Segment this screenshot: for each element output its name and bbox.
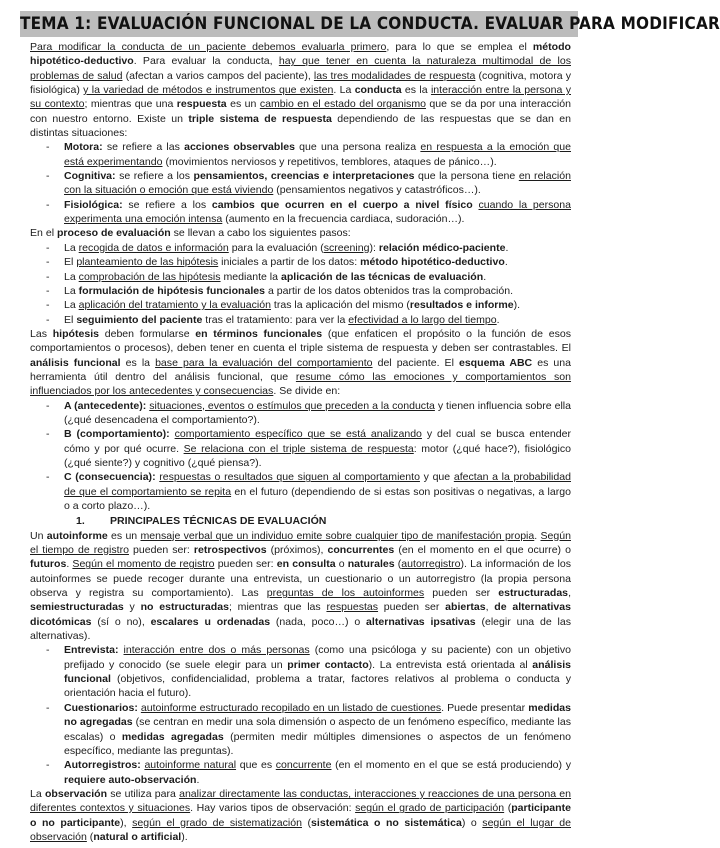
hyp-text: del paciente. El [372,356,459,369]
sr-text: no estructuradas [140,601,229,614]
step-text: . [496,313,500,326]
item-label: C (consecuencia): [64,471,156,484]
sr-text: . [66,558,73,571]
sr-text: de alternativas dicotómicas [30,601,571,628]
step-text: . [504,256,508,269]
process-step [30,298,571,312]
hyp-text: esquema ABC [458,356,533,369]
abc-item-behavior [30,427,571,470]
sr-text: es un [107,529,141,542]
step-text: método hipotético-deductivo [360,256,505,269]
obs-text: La [30,787,45,800]
hyp-text: base para la evaluación del comportamiento [155,356,373,369]
process-step [30,284,571,298]
title-banner [20,11,720,37]
sr-text: ). La información de los autoinformes se puede recoger durante una entrevista, un cuestionario o un autorregistro (la propia persona observa y registra su comportamiento). Las [30,558,571,600]
sr-text: semiestructuradas [30,601,124,614]
sr-text: concurrentes [327,544,395,557]
step-text: El [64,313,77,326]
intro-text: triple sistema de respuesta [188,112,332,125]
sr-text: autoinforme [46,529,108,542]
item-label: Autorregistros: [64,759,141,772]
sr-text: pueden ser [424,587,499,600]
item-text: acciones observables [184,141,295,154]
response-item-cognitiva [30,169,571,198]
item-label: A (antecedente): [64,399,147,412]
step-text: a partir de los datos obtenidos tras la comprobación. [265,284,514,297]
item-text: (como una psicóloga y su paciente) con un objetivo prefijado y conocido (se suele elegir para un [64,644,571,671]
obs-text: según el lugar de observación [30,816,571,843]
step-text: resultados e informe [409,299,514,312]
obs-text: participante o no participante [30,802,571,829]
sr-text: alternativas ipsativas [366,615,476,628]
item-text: (aumento en la frecuencia cardiaca, sudoración…). [222,213,465,226]
item-text: afectan a la probabilidad de que el comportamiento se repita [64,471,571,498]
hyp-text: es la [120,356,156,369]
obs-text: analizar directamente las conductas, interacciones y reacciones de una persona en diferentes contextos y situaciones [30,787,572,815]
intro-text: conducta [354,84,402,97]
sr-text: y [123,601,141,614]
item-text: se refiere a los [122,198,212,211]
item-text: se refiere a las [102,141,185,154]
hyp-text: análisis funcional [30,356,121,369]
sr-text: , [568,587,571,600]
item-text: que es [236,759,276,772]
item-text: medidas no agregadas [64,701,571,729]
sr-text: estructuradas [498,587,569,600]
intro-text: cambio en el estado del organismo [259,98,426,111]
section-number: 1. [76,515,85,528]
abc-list [30,399,571,514]
step-text: mediante la [220,270,281,283]
intro-text: , para lo que se emplea el [386,41,533,53]
item-text: concurrente [275,759,332,772]
obs-text: natural o artificial [93,830,182,843]
hyp-text: es una herramienta útil dentro del análisis funcional, que [30,356,571,383]
sr-text: (próximos), [266,544,328,557]
step-text: efectividad a lo largo del tiempo [348,313,497,326]
step-text: relación médico-paciente [378,241,506,254]
intro-text: interacción entre la persona y su contexto [30,84,571,111]
item-text: Se relaciona con el triple sistema de respuesta [183,442,414,455]
sr-text: retrospectivos [193,544,267,557]
item-text: en respuesta a la emoción que está experimentando [64,141,571,168]
item-text: y del cual se busca entender cómo y por qué ocurre. [64,428,571,455]
techniques-list [30,643,571,786]
obs-text: sistemática o no sistemática [311,816,462,829]
intro-text: es la [401,84,431,97]
technique-item-cuestionarios [30,701,571,758]
item-text: (movimientos nerviosos y repetitivos, temblores, ataques de pánico…). [162,155,497,168]
intro-paragraph [30,40,571,140]
process-step [30,241,571,255]
obs-text: observación [44,787,108,800]
sr-text: (sí o no), [91,615,151,628]
sr-text: pueden ser: [128,544,194,557]
intro-text: ; mientras que una [84,98,177,111]
item-text: y tienen influencia sobre ella (¿qué desencadena el comportamiento?). [64,399,571,426]
process-text: proceso de evaluación [56,227,171,240]
obs-text: ( [504,802,512,815]
step-text: La [64,270,79,283]
sr-text: ; mientras que las [228,601,327,614]
intro-text: respuesta [176,98,227,111]
item-label: Entrevista: [64,644,119,657]
step-text: seguimiento del paciente [76,313,203,326]
step-text: iniciales a partir de los datos: [218,256,361,269]
sr-text: mensaje verbal que un individuo emite sobre cualquier tipo de manifestación propia [140,529,535,542]
obs-text: . Hay varios tipos de observación: [190,802,356,815]
sr-text: pueden ser: [214,558,277,571]
obs-text: ). [181,830,188,843]
sr-text: preguntas de los autoinformes [266,587,425,600]
section-title: PRINCIPALES TÉCNICAS DE EVALUACIÓN [110,515,327,528]
item-label: Motora: [64,141,103,154]
process-step [30,270,571,284]
response-list [30,140,571,226]
document-body [30,40,571,844]
process-step [30,255,571,269]
item-label: Fisiológica: [64,198,123,211]
step-text: tras el tratamiento: para ver la [202,313,349,326]
self-report-paragraph [30,529,571,644]
item-text: en relación con la situación o emoción que está viviendo [64,170,571,197]
item-text: : motor (¿qué hace?), fisiológico (¿qué siente?) y cognitivo (¿qué piensa?). [64,442,571,469]
sr-text: . [534,529,541,542]
step-text: aplicación de las técnicas de evaluación [280,270,484,283]
hyp-text: (que enfaticen el propósito o la función de esos comportamientos o procesos), deben tener en cuenta el triple sistema de respuesta y deben ser contrastables. El [30,327,571,355]
step-text: ). [513,299,521,312]
obs-text: ( [86,830,94,843]
item-text: requiere auto-observación [64,773,197,786]
obs-text: ), [120,816,133,829]
sr-text: Un [30,529,47,542]
item-label: Cognitiva: [64,170,116,183]
intro-text: (afectan a varios campos del paciente), [122,69,314,82]
step-text: El [64,256,77,269]
sr-text: , [485,601,495,614]
item-text: en el futuro (dependiendo de si estas son positivas o negativas, a largo o a corto plazo…). [64,485,571,512]
process-step [30,313,571,327]
step-text: screening [323,241,370,254]
process-steps-list [30,241,571,327]
item-text: respuestas o resultados que siguen al comportamiento [159,471,420,484]
observation-paragraph [30,787,571,844]
obs-text: según el grado de sistematización [132,816,302,829]
item-text: (objetivos, confidencialidad, problema a tratar, factores relativos al problema o conducta y orientación hacia el futuro). [64,673,571,700]
item-text: ). La entrevista está orientada al [368,658,533,671]
step-text: para la evaluación ( [228,241,324,254]
obs-text: ( [301,816,312,829]
abc-item-consequence [30,470,571,513]
sr-text: abiertas [445,601,486,614]
intro-text: hay que tener en cuenta la naturaleza multimodal de los problemas de salud [30,55,571,82]
hyp-text: . Se divide en: [273,385,341,398]
intro-text: es un [226,98,260,111]
item-text: que la persona tiene [414,170,519,183]
technique-item-entrevista [30,643,571,700]
item-text: análisis funcional [64,658,571,686]
item-text: . [196,773,200,786]
step-text: . [483,270,487,283]
sr-text: escalares u ordenadas [150,615,271,628]
item-text: que una persona realiza [294,141,421,154]
item-text: autoinforme estructurado recopilado en un listado de cuestiones [140,701,442,714]
intro-text: las tres modalidades de respuesta [313,69,476,82]
step-text: formulación de hipótesis funcionales [78,284,266,297]
hyp-text: en términos funcionales [195,327,323,340]
obs-text: se utiliza para [107,787,180,800]
sr-text: autorregistro [401,558,461,571]
process-text: En el [30,227,57,240]
intro-text: Para modificar la conducta de un paciente debemos evaluarla primero [30,41,387,53]
item-text: comportamiento específico que se está analizando [174,428,422,441]
item-text: cuando la persona experimenta una emoción intensa [64,198,571,226]
sr-text: (elegir una de las alternativas). [30,615,572,643]
item-text: (permiten medir múltiples dimensiones o aspectos de un fenómeno específico, mediante las preguntas). [64,730,572,757]
intro-text: y la variedad de métodos e instrumentos que existen [83,84,334,97]
step-text: aplicación del tratamiento y la evaluación [78,299,271,312]
intro-text: (cognitiva, motora y fisiológica) [30,69,571,97]
intro-text: . La [333,84,355,97]
item-text: primer contacto [287,658,369,671]
sr-text: o [335,558,348,571]
item-text: pensamientos, creencias e interpretaciones [193,170,415,183]
sr-text: Según el tiempo de registro [30,529,571,557]
step-text: La [64,241,79,254]
hypotheses-paragraph [30,327,571,399]
hyp-text: hipótesis [52,327,100,340]
sr-text: futuros [30,558,67,571]
sr-text: naturales [347,558,395,571]
obs-text: según el grado de participación [355,802,505,815]
intro-text: . Para evaluar la conducta, [133,55,279,68]
step-text: tras la aplicación del mismo ( [270,299,410,312]
item-text: se refiere a los [115,170,194,183]
item-text: (en el momento en el que se está produciendo) y [331,759,571,772]
intro-text: que se da por una interacción con nuestro entorno. Existe un [30,98,571,125]
step-text: comprobación de las hipótesis [78,270,221,283]
intro-text: dependiendo de las respuestas que se dan en distintas situaciones: [30,112,571,140]
process-paragraph [30,226,571,240]
sr-text: pueden ser [378,601,446,614]
item-text: cambios que ocurren en el cuerpo a nivel físico [211,198,473,211]
obs-text: ) o [461,816,483,829]
item-label: Cuestionarios: [64,701,138,714]
technique-item-autorregistros [30,758,571,787]
sr-text: respuestas [326,601,379,614]
item-label: B (comportamiento): [64,428,170,441]
abc-item-antecedent [30,399,571,428]
sr-text: (nada, poco…) o [270,615,367,628]
item-text: (se centran en medir una sola dimensión o aspecto de un fenómeno específico, mediante las escalas) o [64,716,572,743]
response-item-fisiologica [30,198,571,227]
sr-text: en consulta [276,558,336,571]
sr-text: Según el momento de registro [72,558,215,571]
hyp-text: deben formularse [99,327,196,340]
item-text: . Puede presentar [441,701,529,714]
step-text: La [64,284,79,297]
response-item-motora [30,140,571,169]
sr-text: ( [394,558,402,571]
sr-text: (en el momento en el que ocurre) o [394,544,571,557]
page-title: TEMA 1: EVALUACIÓN FUNCIONAL DE LA CONDUCTA. EVALUAR PARA MODIFICAR [20,14,720,34]
hyp-text: Las [30,327,53,340]
item-text: autoinforme natural [144,759,237,772]
item-text: medidas agregadas [121,730,224,743]
hyp-text: resume cómo las emociones y comportamientos son influenciados por los antecedentes y consecuencias [30,370,572,398]
process-text: se llevan a cabo los siguientes pasos: [170,227,351,240]
step-text: . [505,241,509,254]
item-text: y que [419,471,454,484]
step-text: planteamiento de las hipótesis [76,256,219,269]
step-text: recogida de datos e información [78,241,229,254]
intro-text: método hipotético-deductivo [30,41,571,68]
step-text: ): [369,241,379,254]
section-heading [30,514,571,528]
item-text: (pensamientos negativos y catastróficos…). [273,184,481,197]
step-text: La [64,299,79,312]
item-text: interacción entre dos o más personas [123,644,310,657]
item-text: situaciones, eventos o estímulos que preceden a la conducta [149,399,435,412]
